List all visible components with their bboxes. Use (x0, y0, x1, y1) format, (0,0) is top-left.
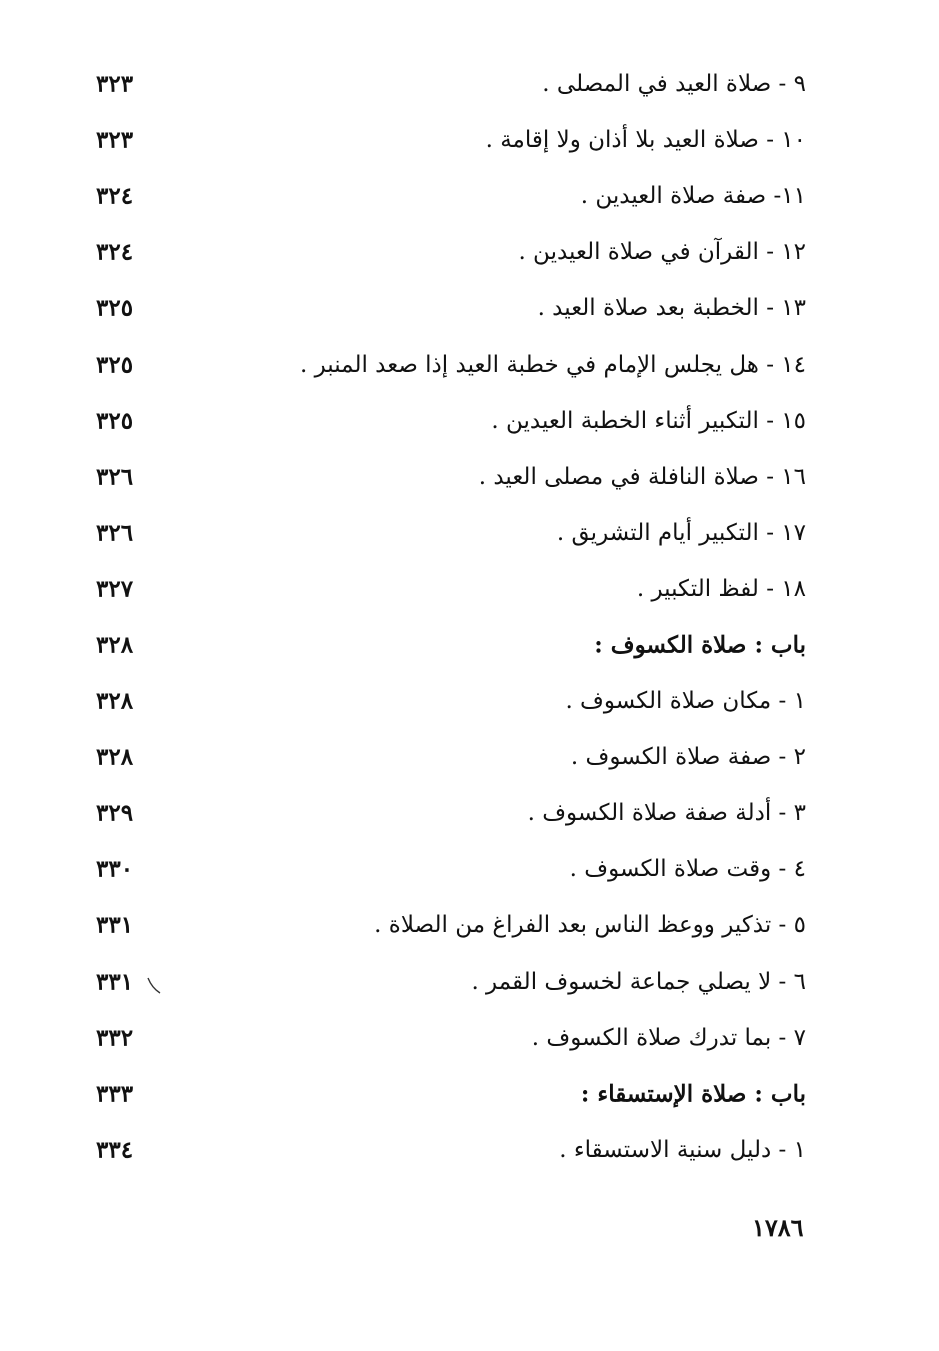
toc-entry-page: ٣٢٤ (96, 238, 134, 266)
toc-entry (90, 393, 806, 449)
toc-entry-title: ١٥ - التكبير أثناء الخطبة العيدين . (491, 407, 806, 434)
toc-entry (90, 673, 806, 729)
toc-entry-page: ٣٢٦ (96, 519, 134, 547)
toc-entry-title: ١ - دليل سنية الاستسقاء . (559, 1136, 806, 1163)
toc-entry (90, 1010, 806, 1066)
toc-entry-page: ٣٢٥ (96, 294, 134, 322)
toc-entry-title: ١ - مكان صلاة الكسوف . (565, 688, 806, 715)
toc-entry-title: ٧ - بما تدرك صلاة الكسوف . (531, 1024, 806, 1051)
toc-entry-page: ٣٢٤ (96, 182, 134, 210)
page-number: ١٧٨٦ (752, 1213, 804, 1242)
toc-entry (90, 449, 806, 505)
toc-entry (90, 841, 806, 897)
toc-entry-page: ٣٢٦ (96, 463, 134, 491)
toc-entry (90, 897, 806, 953)
toc-entry-title: ١٢ - القرآن في صلاة العيدين . (518, 239, 806, 266)
toc-entry-title: ١٣ - الخطبة بعد صلاة العيد . (537, 295, 806, 322)
toc-entry-title: باب : صلاة الإستسقاء : (580, 1080, 806, 1108)
toc-entry-title: ٩ - صلاة العيد في المصلى . (542, 71, 806, 98)
toc-entry-page: ٣٢٧ (96, 575, 134, 603)
toc-entry (90, 505, 806, 561)
toc-entry-page: ٣٣٤ (96, 1136, 134, 1164)
toc-entry-page: ٣٢٩ (96, 799, 134, 827)
toc-entry (90, 56, 806, 112)
toc-entry-title: ١١- صفة صلاة العيدين . (580, 183, 806, 210)
toc-entry-page: ٣٣٢ (96, 1024, 134, 1052)
toc-entry-page: ٣٢٥ (96, 351, 134, 379)
toc-entry (90, 280, 806, 336)
toc-entry (90, 224, 806, 280)
toc-entry-page: ٣٢٣ (96, 126, 134, 154)
toc-entry-title: ٥ - تذكير ووعظ الناس بعد الفراغ من الصلاة . (374, 912, 806, 939)
toc-entry (90, 785, 806, 841)
toc-section-heading (90, 617, 806, 673)
toc-entry-title: ٣ - أدلة صفة صلاة الكسوف . (527, 800, 806, 827)
pen-mark-icon (146, 976, 164, 996)
toc-entry-page: ٣٣١ (96, 968, 134, 996)
toc-entry-title: ٦ - لا يصلي جماعة لخسوف القمر . (471, 968, 806, 995)
toc-entry (90, 561, 806, 617)
toc-entry-page: ٣٢٨ (96, 631, 134, 659)
toc-entry (90, 336, 806, 392)
toc-entry-title: باب : صلاة الكسوف : (594, 631, 806, 659)
toc-entry-page: ٣٣١ (96, 911, 134, 939)
toc-entry-title: ١٦ - صلاة النافلة في مصلى العيد . (478, 463, 806, 490)
toc-entry (90, 1122, 806, 1178)
toc-entry (90, 954, 806, 1010)
table-of-contents (90, 56, 806, 1178)
toc-entry-title: ٤ - وقت صلاة الكسوف . (569, 856, 806, 883)
toc-entry (90, 112, 806, 168)
toc-entry-page: ٣٢٨ (96, 687, 134, 715)
toc-entry (90, 168, 806, 224)
toc-entry-page: ٣٢٥ (96, 407, 134, 435)
toc-entry-title: ١٨ - لفظ التكبير . (636, 575, 806, 602)
toc-entry-page: ٣٣٣ (96, 1080, 134, 1108)
toc-entry-page: ٣٢٣ (96, 70, 134, 98)
toc-entry (90, 729, 806, 785)
toc-section-heading (90, 1066, 806, 1122)
toc-entry-title: ١٧ - التكبير أيام التشريق . (556, 519, 806, 546)
toc-entry-title: ٢ - صفة صلاة الكسوف . (570, 744, 806, 771)
toc-entry-page: ٣٢٨ (96, 743, 134, 771)
toc-entry-title: ١٠ - صلاة العيد بلا أذان ولا إقامة . (485, 127, 806, 154)
toc-entry-page: ٣٣٠ (96, 855, 134, 883)
toc-entry-title: ١٤ - هل يجلس الإمام في خطبة العيد إذا صعد المنبر . (299, 351, 806, 378)
